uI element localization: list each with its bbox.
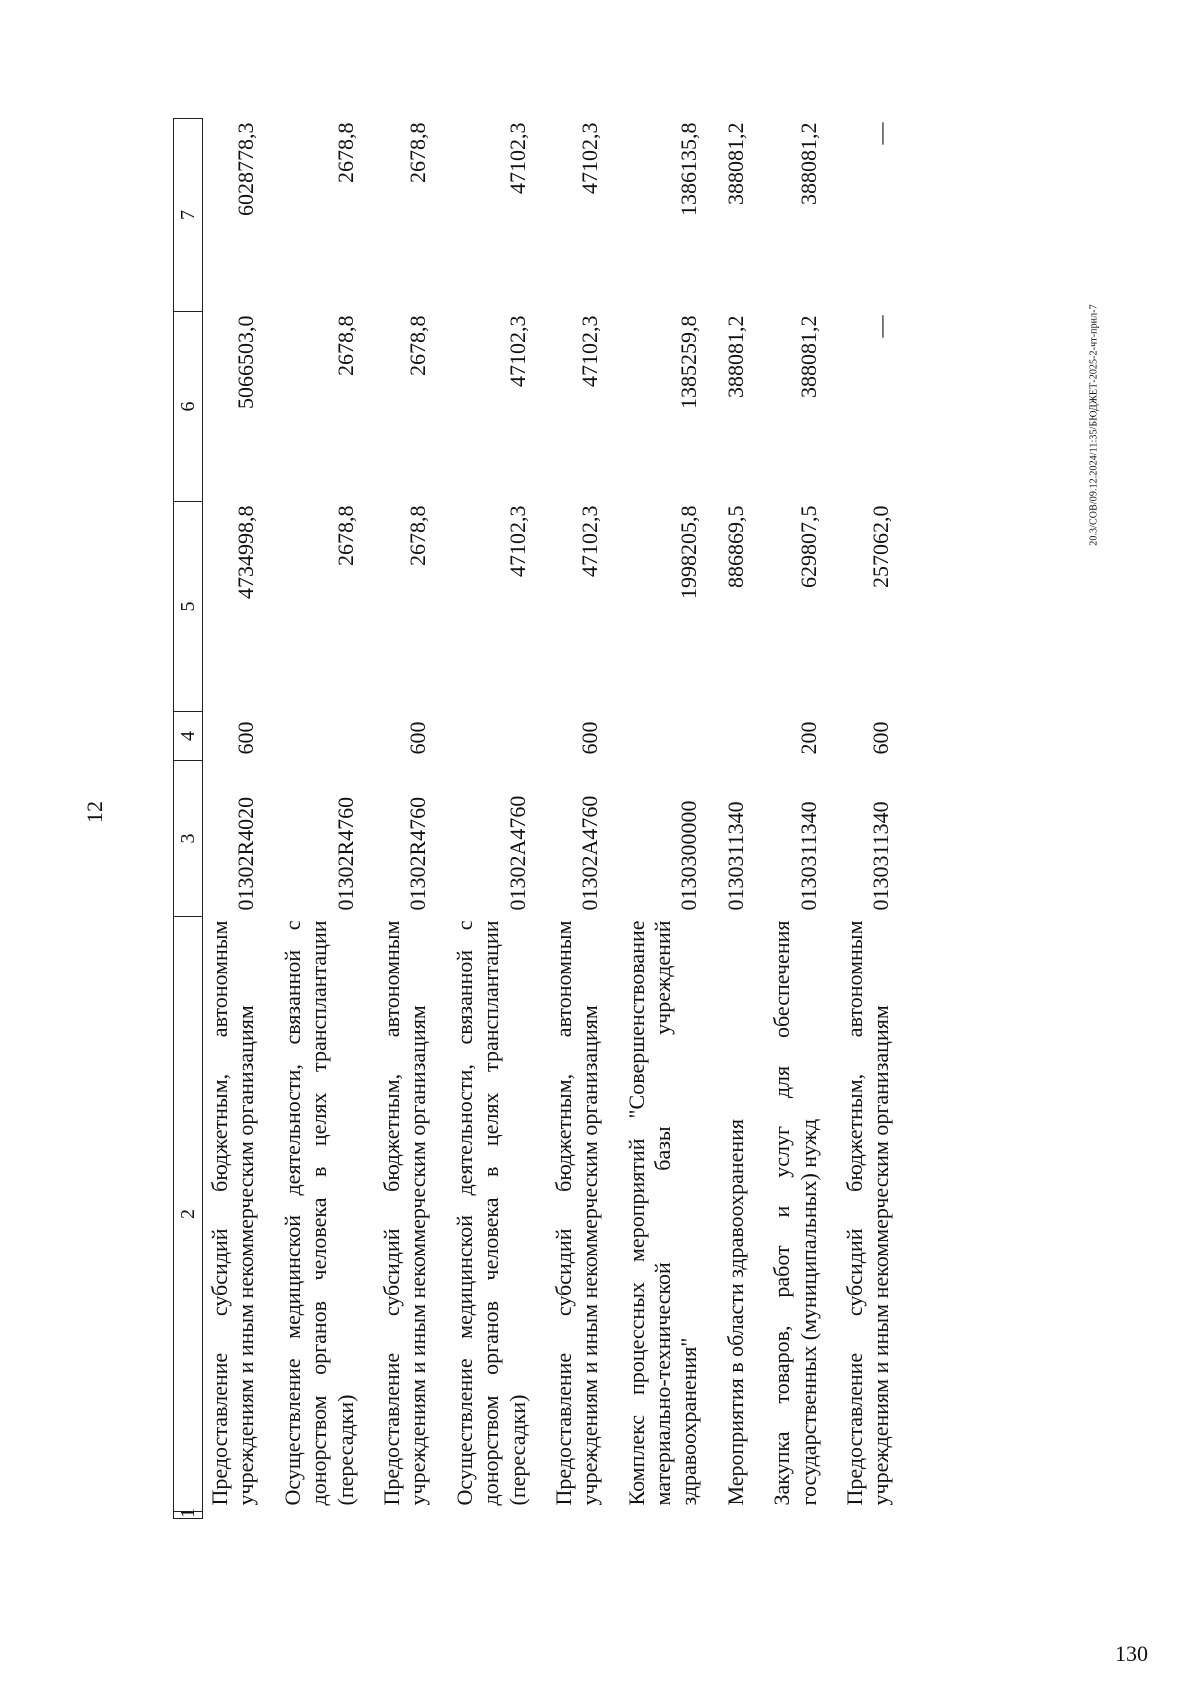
rotated-table-wrapper <box>173 119 1043 1519</box>
row-description: Мероприятия в области здравоохранения <box>722 1118 748 1505</box>
row-value-6: 2678,8 <box>332 315 358 376</box>
row-spacer <box>438 1511 537 1518</box>
row-target-code: 01302A4760 <box>504 795 530 910</box>
table-row <box>755 118 828 1518</box>
row-value-6: 47102,3 <box>504 315 530 387</box>
row-target-code: 0130300000 <box>676 800 702 910</box>
row-value-6: 388081,2 <box>722 315 748 398</box>
row-value-5: 2678,8 <box>332 505 358 566</box>
row-value-5: 629807,5 <box>795 505 821 588</box>
table-row <box>203 118 266 1518</box>
row-target-code: 0130311340 <box>868 800 894 910</box>
row-expense-type: 600 <box>868 721 894 754</box>
col-header-1: 1 <box>174 1511 203 1518</box>
row-value-7: 2678,8 <box>405 122 431 183</box>
col-header-4: 4 <box>174 711 203 760</box>
row-expense-type: 600 <box>577 721 603 754</box>
row-expense-type: 600 <box>405 721 431 754</box>
col-header-6: 6 <box>174 311 203 501</box>
row-description: Предоставление субсидий бюджетным, автономным учреждениям и иным некоммерческим организациям <box>842 920 894 1505</box>
folio-number: 130 <box>1115 1641 1148 1666</box>
row-value-7: 388081,2 <box>722 122 748 205</box>
row-target-code: 01302R4020 <box>233 796 259 910</box>
document-stamp: 20.3/СОВ/09.12.2024/11:35/БЮДЖЕТ-2025-2-чт-прил-7 <box>1088 304 1100 546</box>
table-row <box>537 118 610 1518</box>
row-value-5: 1998205,8 <box>676 505 702 599</box>
row-value-6: 2678,8 <box>405 315 431 376</box>
row-description: Осуществление медицинской деятельности, связанной с донорством органов человека в целях трансплантации (пересадки) <box>451 920 530 1505</box>
row-target-code: 0130311340 <box>722 800 748 910</box>
row-value-5: 257062,0 <box>868 505 894 588</box>
row-value-7: 47102,3 <box>504 122 530 194</box>
row-value-5: 47102,3 <box>577 505 603 577</box>
row-description: Комплекс процессных мероприятий "Совершенствование материально-технической базы учреждений здравоохранения" <box>623 920 702 1505</box>
row-target-code: 01302A4760 <box>577 795 603 910</box>
col-header-5: 5 <box>174 501 203 711</box>
row-value-7: — <box>868 122 894 144</box>
row-expense-type <box>709 711 755 760</box>
row-value-7: 2678,8 <box>332 122 358 183</box>
row-description: Осуществление медицинской деятельности, связанной с донорством органов человека в целях трансплантации (пересадки) <box>279 920 358 1505</box>
row-value-6: — <box>868 315 894 337</box>
row-value-7: 388081,2 <box>795 122 821 205</box>
col-header-3: 3 <box>174 760 203 916</box>
table-row <box>266 118 365 1518</box>
row-expense-type <box>266 711 365 760</box>
row-value-7: 47102,3 <box>577 122 603 194</box>
row-description: Закупка товаров, работ и услуг для обеспечения государственных (муниципальных) нужд <box>769 920 821 1505</box>
row-description: Предоставление субсидий бюджетным, автономным учреждениям и иным некоммерческим организациям <box>207 920 259 1505</box>
row-spacer <box>709 1511 755 1518</box>
row-value-5: 4734998,8 <box>233 505 259 599</box>
row-spacer <box>203 1511 266 1518</box>
row-expense-type: 600 <box>233 721 259 754</box>
row-spacer <box>537 1511 610 1518</box>
row-value-5: 2678,8 <box>405 505 431 566</box>
row-value-7: 6028778,3 <box>233 122 259 216</box>
row-target-code: 0130311340 <box>795 800 821 910</box>
col-header-7: 7 <box>174 118 203 311</box>
table-row <box>365 118 438 1518</box>
row-expense-type <box>610 711 709 760</box>
row-value-6: 47102,3 <box>577 315 603 387</box>
row-expense-type <box>438 711 537 760</box>
row-value-6: 5066503,0 <box>233 315 259 409</box>
row-description: Предоставление субсидий бюджетным, автономным учреждениям и иным некоммерческим организациям <box>378 920 431 1505</box>
row-value-5: 886869,5 <box>722 505 748 588</box>
header-row <box>174 118 203 1518</box>
table-row <box>438 118 537 1518</box>
table-row <box>610 118 709 1518</box>
table-row <box>709 118 755 1518</box>
row-value-5: 47102,3 <box>504 505 530 577</box>
row-spacer <box>755 1511 828 1518</box>
row-target-code: 01302R4760 <box>405 796 431 910</box>
row-value-6: 388081,2 <box>795 315 821 398</box>
row-spacer <box>828 1511 901 1518</box>
row-value-7: 1386135,8 <box>676 122 702 216</box>
row-target-code: 01302R4760 <box>332 796 358 910</box>
page-number: 12 <box>82 801 107 823</box>
table-row <box>828 118 901 1518</box>
budget-table <box>173 118 901 1519</box>
row-description: Предоставление субсидий бюджетным, автономным учреждениям и иным некоммерческим организациям <box>550 920 603 1505</box>
row-value-6: 1385259,8 <box>676 315 702 409</box>
row-spacer <box>266 1511 365 1518</box>
row-expense-type: 200 <box>795 721 821 754</box>
row-spacer <box>365 1511 438 1518</box>
row-spacer <box>610 1511 709 1518</box>
col-header-2: 2 <box>174 916 203 1511</box>
